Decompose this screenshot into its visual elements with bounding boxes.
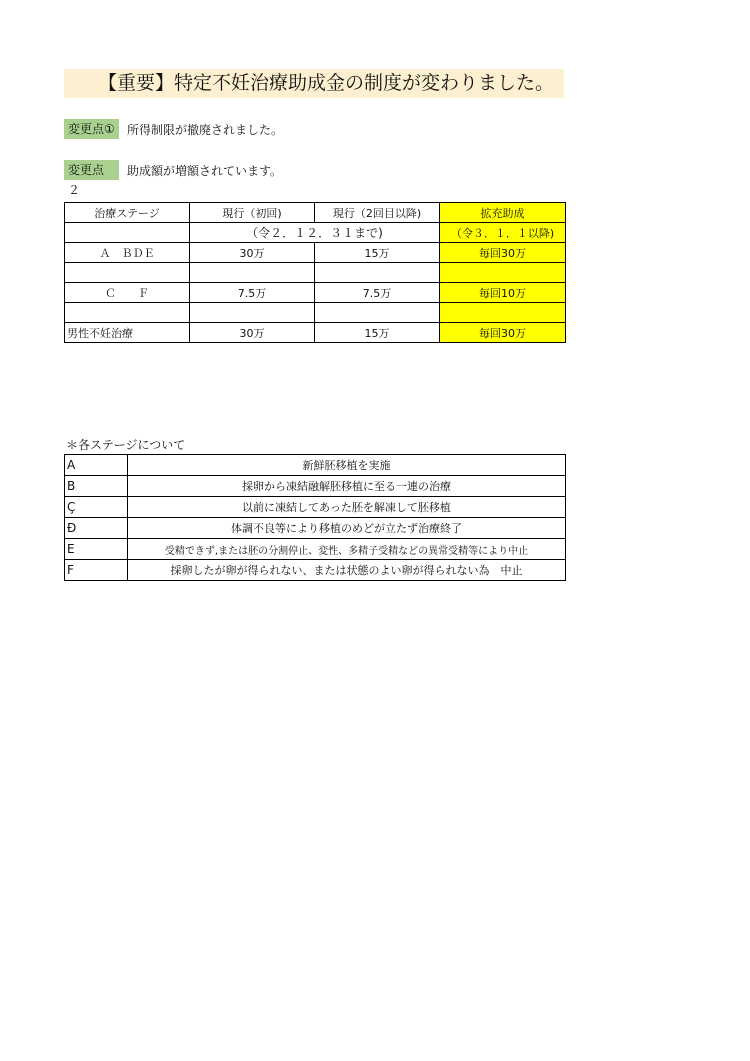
first-amount-cell: 30万 <box>190 323 315 343</box>
stage-description: 採卵から凍結融解胚移植に至る一連の治療 <box>128 476 566 497</box>
header-current-second: 現行（2回目以降) <box>315 203 440 223</box>
stage-description: 採卵したが卵が得られない、または状態のよい卵が得られない為 中止 <box>128 560 566 581</box>
subsidy-table <box>64 202 566 343</box>
stage-letter: A <box>65 455 128 476</box>
new-amount-cell <box>440 263 566 283</box>
table-row <box>65 283 566 303</box>
first-amount-cell: 7.5万 <box>190 283 315 303</box>
stage-description: 受精できず,または胚の分割停止、変性、多精子受精などの異常受精等により中止 <box>128 539 566 560</box>
first-amount-cell <box>190 303 315 323</box>
table-row <box>65 476 566 497</box>
second-amount-cell: 7.5万 <box>315 283 440 303</box>
table-header-row <box>65 203 566 223</box>
stage-cell <box>65 303 190 323</box>
second-amount-cell <box>315 263 440 283</box>
table-cell <box>65 223 190 243</box>
stage-cell: 男性不妊治療 <box>65 323 190 343</box>
subheader-current-period: （令２．１２．３１まで) <box>190 223 440 243</box>
table-row <box>65 518 566 539</box>
table-subheader-row <box>65 223 566 243</box>
change-tag: 変更点２ <box>64 160 119 180</box>
table-row <box>65 539 566 560</box>
first-amount-cell: 30万 <box>190 243 315 263</box>
stage-letter: B <box>65 476 128 497</box>
header-stage: 治療ステージ <box>65 203 190 223</box>
header-expanded: 拡充助成 <box>440 203 566 223</box>
stage-description: 新鮮胚移植を実施 <box>128 455 566 476</box>
stage-notes-title: ＊各ステージについて <box>66 438 186 452</box>
change-point-1 <box>64 119 283 139</box>
change-tag: 変更点① <box>64 119 119 139</box>
change-point-2 <box>64 160 283 197</box>
stage-description: 体調不良等により移植のめどが立たず治療終了 <box>128 518 566 539</box>
subheader-new-period: （令３．１．１以降) <box>440 223 566 243</box>
table-row <box>65 560 566 581</box>
stage-cell <box>65 263 190 283</box>
stage-letter: E <box>65 539 128 560</box>
stage-letter: Ð <box>65 518 128 539</box>
table-row <box>65 263 566 283</box>
stage-description: 以前に凍結してあった胚を解凍して胚移植 <box>128 497 566 518</box>
stage-cell: Ａ ＢＤＥ <box>65 243 190 263</box>
new-amount-cell: 毎回30万 <box>440 243 566 263</box>
table-row <box>65 497 566 518</box>
second-amount-cell: 15万 <box>315 323 440 343</box>
change-text: 助成額が増額されています。 <box>127 163 283 178</box>
header-current-first: 現行（初回) <box>190 203 315 223</box>
page-title: 【重要】特定不妊治療助成金の制度が変わりました。 <box>64 69 564 98</box>
second-amount-cell <box>315 303 440 323</box>
change-text: 所得制限が撤廃されました。 <box>127 122 284 137</box>
stage-cell: Ｃ Ｆ <box>65 283 190 303</box>
stage-letter: F <box>65 560 128 581</box>
table-row <box>65 303 566 323</box>
new-amount-cell: 毎回30万 <box>440 323 566 343</box>
table-row <box>65 455 566 476</box>
new-amount-cell <box>440 303 566 323</box>
second-amount-cell: 15万 <box>315 243 440 263</box>
stage-letter: Ç <box>65 497 128 518</box>
table-row <box>65 323 566 343</box>
stage-description-table <box>64 454 566 581</box>
table-row <box>65 243 566 263</box>
new-amount-cell: 毎回10万 <box>440 283 566 303</box>
first-amount-cell <box>190 263 315 283</box>
